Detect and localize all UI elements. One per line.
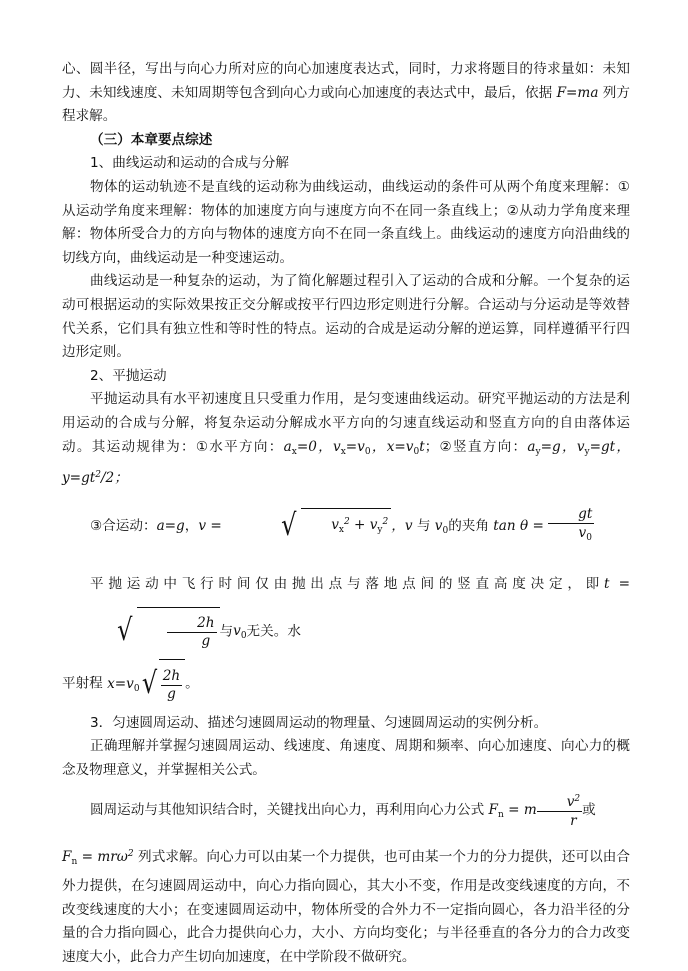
range-text: 平射程 [62, 675, 108, 692]
heading-1: 1、曲线运动和运动的合成与分解 [90, 155, 289, 172]
centripetal-text: 圆周运动与其他知识结合时，关键找出向心力，再利用向心力公式 [90, 802, 485, 819]
angle-text: 的夹角 [448, 517, 489, 534]
formula-vertical: $a_y=g$，$v_y=gt$，$y=gt^2/2$； [62, 438, 631, 487]
formula-f-ma: F=ma [556, 84, 599, 101]
vertical-label: ；②竖直方向： [424, 438, 528, 455]
heading-2: 2、平抛运动 [90, 367, 167, 384]
sqrt-2h-g: √ $\frac{2h}{g}$ [62, 607, 220, 656]
sqrt-velocity: √ $v_x^2 + v_y^2$ [226, 508, 391, 543]
paragraph-resultant: ③合运动：a=g，v = √ $v_x^2 + v_y^2$ ，v 与 $v_0$的夹角 tan θ = $\frac{gt}{v_0}$ [62, 505, 630, 547]
paragraph-circular-concepts: 正确理解并掌握匀速圆周运动、线速度、角速度、周期和频率、向心加速度、向心力的概念及物理意义，并掌握相关公式。 [62, 738, 630, 778]
fraction-v2-r: $\frac{v^2}{r}$ [537, 790, 582, 830]
document-page [62, 58, 630, 969]
paragraph-curvilinear-motion: 物体的运动轨迹不是直线的运动称为曲线运动，曲线运动的条件可从两个角度来理解：①从运动学角度来理解：物体的加速度方向与速度方向不在同一条直线上；②从动力学角度来理解：物体所受合力的方向与物体的速度方向不在同一条直线上。曲线运动的速度方向沿曲线的切线方向，曲线运动是一种变速运动。 [62, 178, 630, 266]
paragraph-projectile [62, 388, 630, 490]
and-text: 与 [412, 517, 435, 534]
projectile-text: 平抛运动具有水平初速度且只受重力作用，是匀变速曲线运动。研究平抛运动的方法是利用运动的合成与分解，将复杂运动分解成水平方向的匀速直线运动和竖直方向的自由落体运动。其运动规律为：①水平方向： [62, 391, 630, 455]
comma: ， [184, 517, 199, 534]
fraction-gt-v0: $\frac{gt}{v_0}$ [548, 505, 594, 547]
unrelated-text: 无关。水 [246, 623, 301, 640]
paragraph-composition: 曲线运动是一种复杂的运动，为了简化解题过程引入了运动的合成和分解。一个复杂的运动可根据运动的实际效果按正交分解或按平行四边形定则进行分解。合运动与分运动是等效替代关系，它们具有独立性和等时性的特点。运动的合成是运动分解的逆运算，同样遵循平行四边形定则。 [62, 273, 630, 361]
or-text: 或 [582, 802, 596, 819]
resultant-label: ③合运动： [90, 517, 157, 534]
flight-time-text: 平抛运动中飞行时间仅由抛出点与落地点间的竖直高度决定，即 [90, 575, 605, 592]
formula-v: v = [198, 517, 227, 534]
section-heading: （三）本章要点综述 [90, 131, 213, 148]
formula-mrw2: $F_n = mr\omega^2$ [62, 849, 134, 868]
intro-end-text: 列方程求解。 [62, 84, 630, 125]
paragraph-centripetal-detail [62, 843, 630, 969]
with-text: 与 [219, 623, 234, 640]
sqrt-range: √ $\frac{2h}{g}$ [140, 659, 186, 708]
heading-3: 3．匀速圆周运动、描述匀速圆周运动的物理量、匀速圆周运动的实例分析。 [90, 714, 548, 731]
centripetal-detail-text: 列式求解。向心力可以由某一个力提供，也可由某一个力的分力提供，还可以由合外力提供，在匀速圆周运动中，向心力指向圆心，其大小不变，作用是改变线速度的方向，不改变线速度的大小；在变速圆周运动中，物体所受的合外力不一定指向圆心，各力沿半径的分量的合力指向圆心，此合力提供向心力，大小、方向均变化；与半径垂直的各分力的合力改变速度大小，此合力产生切向加速度，在中学阶段不做研究。 [62, 849, 630, 965]
formula-horizontal: $a_x=0$，$v_x=v_0$，$x=v_0t$ [283, 438, 425, 457]
period: 。 [185, 675, 199, 692]
intro-text: 心、圆半径，写出与向心力所对应的向心加速度表达式，同时，力求将题目的待求量如：未知力、未知线速度、未知周期等包含到向心力或向心加速度的表达式中，最后，依据 [62, 61, 630, 101]
paragraph-flight-time: 平抛运动中飞行时间仅由抛出点与落地点间的竖直高度决定，即t = √ $\frac{2h}{g}$ 与$v_0$无关。水 [62, 561, 630, 660]
paragraph-intro [62, 58, 630, 129]
paragraph-centripetal: 圆周运动与其他知识结合时，关键找出向心力，再利用向心力公式 $F_n = m$ $\frac{v^2}{r}$ 或 [62, 790, 630, 835]
paragraph-range: 平射程 $x=v_0√$ $\frac{2h}{g}$ 。 [62, 659, 630, 712]
formula-a-g: a=g [156, 517, 185, 534]
